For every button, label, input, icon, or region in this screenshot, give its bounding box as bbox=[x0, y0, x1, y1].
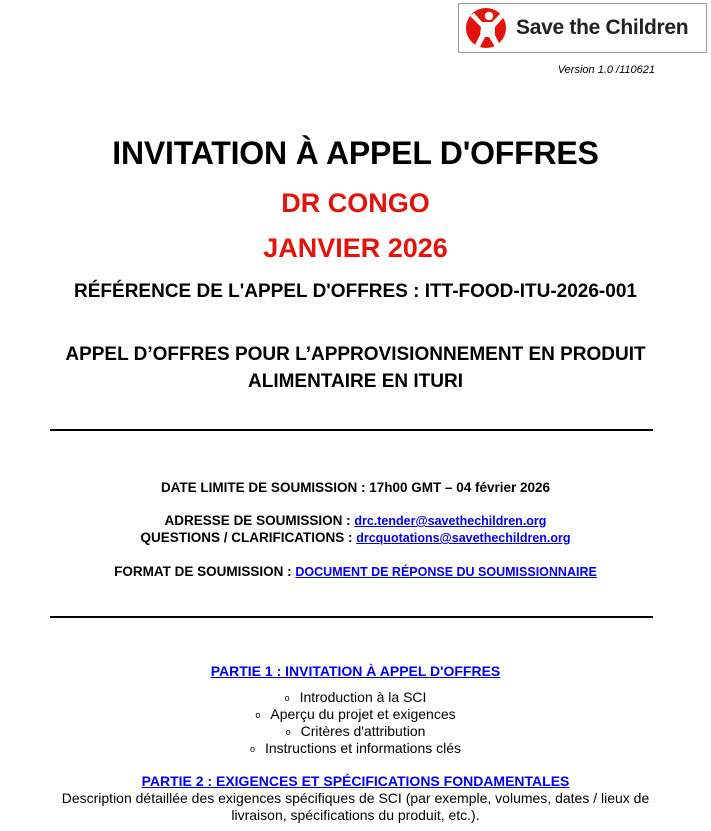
country-heading: DR CONGO bbox=[281, 188, 430, 218]
bullet-icon: o bbox=[255, 710, 261, 720]
questions-email-link[interactable]: drcquotations@savethechildren.org bbox=[356, 531, 571, 545]
part1-item bbox=[0, 706, 711, 722]
questions-row bbox=[0, 530, 711, 545]
logo-text: Save the Children bbox=[516, 16, 689, 39]
submission-email-link[interactable]: drc.tender@savethechildren.org bbox=[354, 514, 547, 528]
part1-item bbox=[0, 740, 711, 756]
submission-deadline: DATE LIMITE DE SOUMISSION : 17h00 GMT – 04 février 2026 bbox=[160, 480, 551, 495]
questions-label: QUESTIONS / CLARIFICATIONS : bbox=[140, 530, 357, 545]
bullet-icon: o bbox=[249, 744, 255, 754]
bullet-icon: o bbox=[284, 693, 290, 703]
tender-reference: RÉFÉRENCE DE L'APPEL D'OFFRES : ITT-FOOD-ITU-2026-001 bbox=[74, 281, 637, 302]
document-title: INVITATION À APPEL D'OFFRES bbox=[112, 135, 599, 171]
divider-top bbox=[50, 429, 653, 431]
document-version: Version 1.0 /110621 bbox=[557, 64, 655, 76]
submission-address-label: ADRESSE DE SOUMISSION : bbox=[164, 513, 355, 528]
part1-item bbox=[0, 723, 711, 739]
part1-item bbox=[0, 689, 711, 705]
part1-item-label: Introduction à la SCI bbox=[299, 689, 427, 705]
submission-format-label: FORMAT DE SOUMISSION : bbox=[114, 564, 296, 579]
part2-link[interactable]: PARTIE 2 : EXIGENCES ET SPÉCIFICATIONS FONDAMENTALES bbox=[141, 773, 570, 789]
bullet-icon: o bbox=[285, 727, 291, 737]
date-heading: JANVIER 2026 bbox=[263, 233, 448, 263]
save-the-children-logo bbox=[458, 3, 707, 53]
submission-address-row bbox=[0, 513, 711, 528]
response-document-link[interactable]: DOCUMENT DE RÉPONSE DU SOUMISSIONNAIRE bbox=[295, 565, 597, 579]
child-figure-icon bbox=[462, 7, 510, 49]
submission-format-row bbox=[0, 564, 711, 579]
divider-bottom bbox=[50, 616, 653, 618]
part1-item-label: Critères d'attribution bbox=[300, 723, 426, 739]
part1-item-label: Instructions et informations clés bbox=[264, 740, 462, 756]
tender-title: APPEL D’OFFRES POUR L’APPROVISIONNEMENT EN PRODUIT ALIMENTAIRE EN ITURI bbox=[65, 344, 646, 392]
part2-description: Description détaillée des exigences spécifiques de SCI (par exemple, volumes, dates / lieux de livraison, spécifications du produit, etc.). bbox=[61, 790, 650, 823]
part1-item-label: Aperçu du projet et exigences bbox=[270, 706, 456, 722]
part1-link[interactable]: PARTIE 1 : INVITATION À APPEL D'OFFRES bbox=[210, 663, 501, 679]
